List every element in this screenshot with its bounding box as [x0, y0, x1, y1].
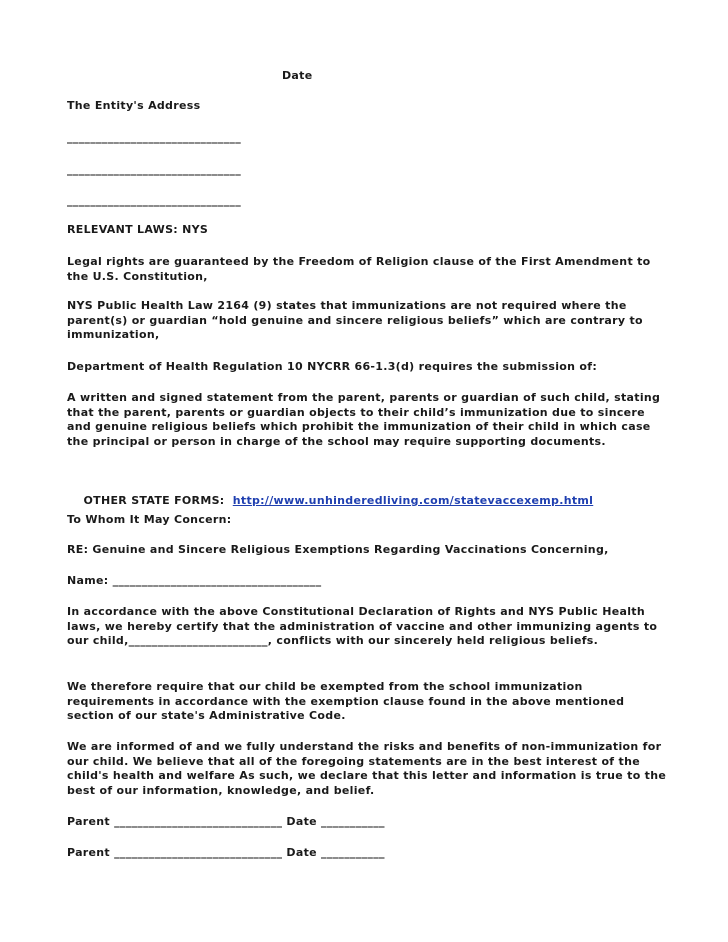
certify-paragraph: In accordance with the above Constitutional Declaration of Rights and NYS Public Health laws, we hereby certify that the administration of vaccine and other immunizing agents to our child,________________________, conflicts with our sincerely held religious beliefs.: [67, 605, 658, 647]
name-field[interactable]: Name: ____________________________________: [67, 574, 322, 587]
state-forms-link[interactable]: http://www.unhinderedliving.com/statevaccexemp.html: [232, 494, 594, 507]
relevant-laws-heading: RELEVANT LAWS: NYS: [67, 223, 209, 236]
address-line-2: ______________________________: [67, 163, 241, 176]
salutation: To Whom It May Concern:: [67, 513, 232, 526]
subject-line: RE: Genuine and Sincere Religious Exemptions Regarding Vaccinations Concerning,: [67, 543, 609, 556]
date-label: Date: [282, 69, 313, 82]
health-regulation-paragraph: Department of Health Regulation 10 NYCRR 66-1.3(d) requires the submission of:: [67, 360, 598, 373]
public-health-law-paragraph: NYS Public Health Law 2164 (9) states that immunizations are not required where the parent(s) or guardian “hold genuine and sincere religious beliefs” which are contrary to immunization,: [67, 299, 643, 341]
address-line-1: ______________________________: [67, 131, 241, 144]
informed-paragraph: We are informed of and we fully understand the risks and benefits of non-immunization for our child. We believe that all of the foregoing statements are in the best interest of the child's health and welfare As such, we declare that this letter and information is true to the best of our information, knowledge, and belief.: [67, 740, 667, 797]
entity-address-label: The Entity's Address: [67, 99, 201, 112]
freedom-of-religion-paragraph: Legal rights are guaranteed by the Freedom of Religion clause of the First Amendment to the U.S. Constitution,: [67, 255, 651, 283]
parent-signature-line-1[interactable]: Parent _____________________________ Date ___________: [67, 815, 385, 828]
other-state-forms-label: OTHER STATE FORMS:: [83, 494, 225, 507]
written-statement-paragraph: A written and signed statement from the parent, parents or guardian of such child, stating that the parent, parents or guardian objects to their child’s immunization due to sincere and genuine religious beliefs which prohibit the immunization of their child in which case the principal or person in charge of the school may require supporting documents.: [67, 391, 661, 448]
require-paragraph: We therefore require that our child be exempted from the school immunization requirements in accordance with the exemption clause found in the above mentioned section of our state's Administrative Code.: [67, 680, 625, 722]
address-line-3: ______________________________: [67, 194, 241, 207]
parent-signature-line-2[interactable]: Parent _____________________________ Date ___________: [67, 846, 385, 859]
